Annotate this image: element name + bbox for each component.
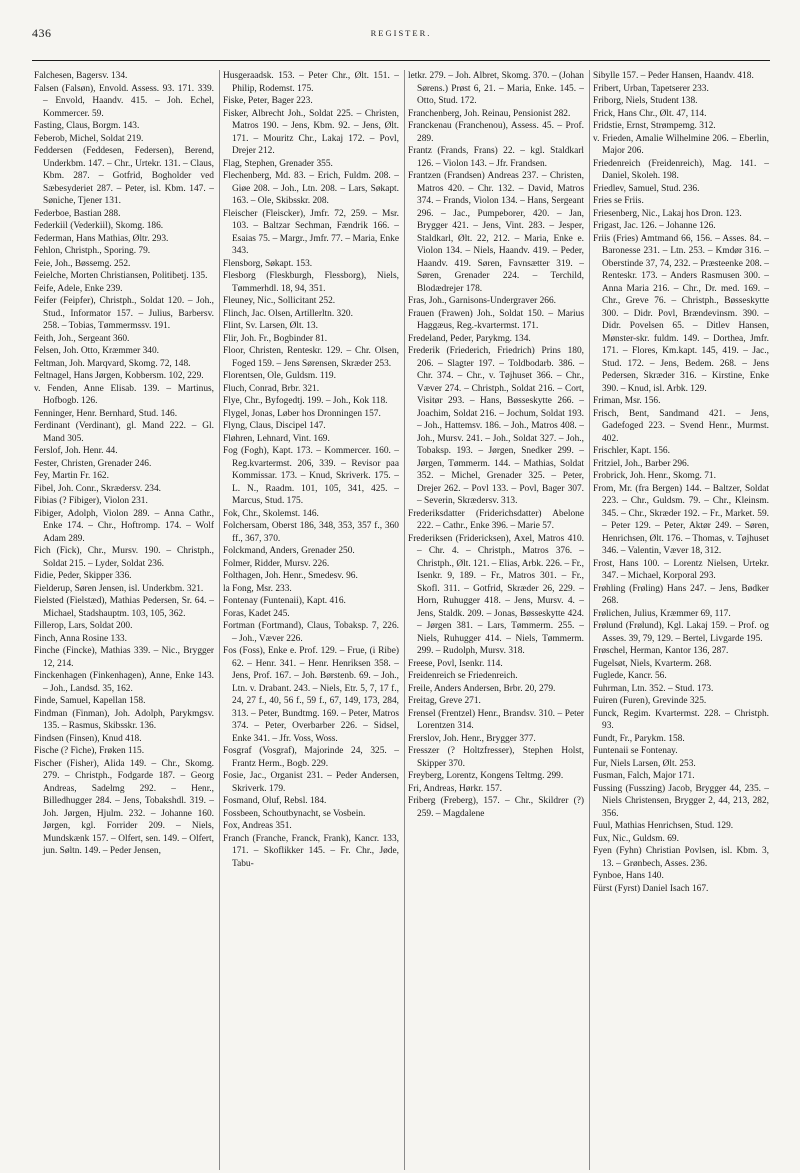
- register-entry: Fosgraf (Vosgraf), Majorinde 24, 325. – Frantz Herm., Bogb. 229.: [223, 746, 399, 769]
- register-entry: Finckenhagen (Finkenhagen), Anne, Enke 143. – Joh., Landsd. 35, 162.: [34, 671, 214, 694]
- register-entry: v. Frieden, Amalie Wilhelmine 206. – Eberlin, Major 206.: [593, 133, 769, 156]
- register-entry: Flye, Chr., Byfogedtj. 199. – Joh., Kok 118.: [223, 396, 388, 406]
- register-entry: Folckmand, Anders, Grenader 250.: [223, 546, 355, 556]
- register-entry: Flyng, Claus, Discipel 147.: [223, 421, 326, 431]
- register-entry: Fux, Nic., Guldsm. 69.: [593, 833, 679, 844]
- register-entry: Fortman (Fortmand), Claus, Tobaksp. 7, 226. – Joh., Væver 226.: [223, 621, 399, 644]
- register-entry: Feifer (Feipfer), Christph., Soldat 120. – Joh., Stud., Informator 157. – Julius, Barbersv. 258. – Tobias, Tømmermssv. 191.: [34, 296, 214, 331]
- register-entry: Frantzen (Frandsen) Andreas 237. – Christen, Matros 420. – Chr. 132. – David, Matros 374. – Frands, Violon 134. – Hans, Sergeant 296. – Jac., Pumpeborer, 420. – Jan, Brygger 421. – Jens, Vint. 283. – Jesper, Staldkarl, Ølt. 22, 212. – Maria, Enke e. Violon 134. – Niels, Haandv. 419. – Peder, Haandv. 419. Søren, Favnsætter 319. – Søren, Grenader 224. – Terchild, Blodædrejer 178.: [408, 171, 584, 294]
- register-entry: Fuhrman, Ltn. 352. – Stud. 173.: [593, 683, 714, 694]
- register-entry: Frølichen, Julius, Kræmmer 69, 117.: [593, 608, 731, 619]
- register-entry: Fussing (Fusszing) Jacob, Brygger 44, 235. – Niels Christensen, Brygger 2, 44, 213, 282, 356.: [593, 783, 769, 819]
- register-entry: Frensel (Frentzel) Henr., Brandsv. 310. – Peter Lorentzen 314.: [408, 708, 584, 731]
- register-entry: Fasting, Claus, Borgm. 143.: [34, 121, 140, 131]
- register-entry: Feie, Joh., Bøssemg. 252.: [34, 258, 131, 269]
- register-entry: Flensborg, Søkapt. 153.: [223, 258, 313, 269]
- register-entry: Fontenay (Funtenaii), Kapt. 416.: [223, 596, 346, 606]
- register-entry: Funtenaii se Fontenay.: [593, 746, 678, 756]
- register-entry: Folmer, Ridder, Mursv. 226.: [223, 558, 330, 569]
- register-entry: Fibias (? Fibiger), Violon 231.: [34, 496, 148, 506]
- header-rule: [32, 60, 770, 61]
- register-entry: Florentsen, Ole, Guldsm. 119.: [223, 371, 336, 381]
- register-entry: Friman, Msr. 156.: [593, 396, 661, 406]
- register-entry: Felsen, Joh. Otto, Kræmmer 340.: [34, 346, 159, 356]
- register-entry: Fox, Andreas 351.: [223, 821, 292, 831]
- register-entry: Frost, Hans 100. – Lorentz Nielsen, Urtekr. 347. – Michael, Korporal 293.: [593, 558, 769, 581]
- register-entry: Fynboe, Hans 140.: [593, 871, 664, 881]
- register-entry: Fenninger, Henr. Bernhard, Stud. 146.: [34, 408, 178, 419]
- register-entry: Franckenau (Franchenou), Assess. 45. – Prof. 289.: [408, 121, 584, 144]
- register-entry: letkr. 279. – Joh. Albret, Skomg. 370. – (Johan Sørens.) Prøst 6, 21. – Maria, Enke. 145. – Otto, Stud. 172.: [408, 71, 584, 106]
- register-column-1: [34, 70, 219, 1170]
- register-entry: Fog (Fogh), Kapt. 173. – Kommercer. 160. – Reg.kvartermst. 206, 339. – Revisor paa Kommissar. 173. – Knud, Skriverk. 175. – L. N., Raadm. 101, 105, 341, 425. – Marcus, Stud. 175.: [223, 446, 399, 506]
- register-entry: Frederiksdatter (Friderichsdatter) Abelone 222. – Cathr., Enke 396. – Marie 57.: [408, 508, 584, 531]
- register-entry: Folthagen, Joh. Henr., Smedesv. 96.: [223, 571, 358, 581]
- register-entry: Frølund (Frølund), Kgl. Lakaj 159. – Prof. og Asses. 39, 79, 129. – Bertel, Livgarde 195.: [593, 621, 769, 644]
- register-entry: Finch, Anna Rosine 133.: [34, 633, 127, 644]
- register-entry: Fredeland, Peder, Parykmg. 134.: [408, 333, 531, 344]
- register-entry: Frischler, Kapt. 156.: [593, 446, 670, 456]
- register-entry: Findsen (Finsen), Knud 418.: [34, 733, 142, 744]
- register-entry: Fielsted (Fielstæd), Mathias Pedersen, Sr. 64. – Michael, Stadshauptm. 103, 105, 362.: [34, 596, 214, 619]
- register-entry: Flesborg (Fleskburgh, Flessborg), Niels, Tømmerhdl. 18, 94, 351.: [223, 271, 399, 294]
- register-entry: Fibiger, Adolph, Violon 289. – Anna Cathr., Enke 174. – Chr., Hoftromp. 174. – Wolf Adam 289.: [34, 508, 214, 544]
- register-entry: Freese, Povl, Isenkr. 114.: [408, 658, 503, 669]
- register-entry: Frauen (Frawen) Joh., Soldat 150. – Marius Haggæus, Reg.-kvartermst. 171.: [408, 308, 584, 331]
- register-entry: Feielche, Morten Christiansen, Politibetj. 135.: [34, 271, 208, 281]
- register-entry: Fok, Chr., Skolemst. 146.: [223, 508, 319, 519]
- register-entry: Fleuney, Nic., Sollicitant 252.: [223, 296, 336, 306]
- register-entry: Freitag, Greve 271.: [408, 696, 481, 706]
- register-entry: Fløhren, Lehnard, Vint. 169.: [223, 433, 330, 444]
- register-entry: Flag, Stephen, Grenader 355.: [223, 158, 333, 169]
- register-entry: Fillerop, Lars, Soldat 200.: [34, 621, 133, 631]
- register-entry: Fridstie, Ernst, Strømpemg. 312.: [593, 121, 716, 131]
- register-entry: Fugelsøt, Niels, Kvarterm. 268.: [593, 658, 712, 669]
- register-entry: Frigast, Jac. 126. – Johanne 126.: [593, 221, 716, 231]
- register-entry: Ferslof, Joh. Henr. 44.: [34, 446, 118, 456]
- register-entry: Friborg, Niels, Student 138.: [593, 96, 698, 106]
- register-entry: Fleischer (Fleiscker), Jmfr. 72, 259. – Msr. 103. – Baltzar Sechman, Fændrik 166. – Esaias 75. – Margr., Jmfr. 77. – Maria, Enke 343.: [223, 208, 399, 256]
- register-entry: Frederiksen (Fridericksen), Axel, Matros 410. – Chr. 4. – Christph., Matros 376. – Christph., Ølt. 121. – Elias, Arbk. 226. – Fr., Isenkr. 9, 189. – Fr., Matros 301. – Fr., Skofl. 311. – Gotfrid, Skræder 26, 229. – Horn, Ruhugger 418. – Jens, Mursv. 4. – Jens, Staldk. 209. – Jonas, Bøsseskytte 424. – Jørgen 381. – Lars, Tømmerm. 255. – Niels, Ruhugger 414. – Niels, Tømmerm. 299. – Rudolph, Mursv. 318.: [408, 533, 584, 656]
- register-entry: Frobrick, Joh. Henr., Skomg. 71.: [593, 471, 716, 481]
- register-entry: Ferdinant (Verdinant), gl. Mand 222. – Gl. Mand 305.: [34, 421, 214, 444]
- register-entry: Husgeraadsk. 153. – Peter Chr., Ølt. 151. – Philip, Rodemst. 175.: [223, 71, 399, 94]
- register-entry: Frisch, Bent, Sandmand 421. – Jens, Gadefoged 223. – Svend Henr., Murmst. 402.: [593, 408, 769, 444]
- register-column-3: [404, 70, 589, 1170]
- register-entry: Flint, Sv. Larsen, Ølt. 13.: [223, 321, 318, 331]
- register-entry: Flygel, Jonas, Løber hos Dronningen 157.: [223, 408, 381, 419]
- register-entry: Feddersen (Feddesen, Federsen), Berend, Underkbm. 147. – Chr., Urtekr. 131. – Claus, Kbm. 287. – Gotfrid, Bogholder ved Sæbesyderiet 287. – Peter, isl. Kbm. 147. – Søniche, Tjener 131.: [34, 146, 214, 206]
- register-entry: Feith, Joh., Sergeant 360.: [34, 333, 130, 344]
- register-entry: v. Fenden, Anne Elisab. 139. – Martinus, Hofbogb. 126.: [34, 383, 214, 406]
- register-entry: Fester, Christen, Grenader 246.: [34, 458, 152, 469]
- register-column-4: [589, 70, 774, 1170]
- register-entry: Friedenreich (Freidenreich), Mag. 141. – Daniel, Skoleh. 198.: [593, 158, 769, 181]
- register-entry: Fisker, Albrecht Joh., Soldat 225. – Christen, Matros 190. – Jens, Kbm. 92. – Jens, Ølt. 171. – Mouritz Chr., Lakaj 172. – Povl, Drejer 212.: [223, 108, 399, 156]
- register-entry: Freyberg, Lorentz, Kongens Teltmg. 299.: [408, 771, 564, 781]
- register-entry: Frick, Hans Chr., Ølt. 47, 114.: [593, 108, 707, 119]
- register-entry: Fras, Joh., Garnisons-Undergraver 266.: [408, 296, 556, 306]
- register-entry: Fische (? Fiche), Frøken 115.: [34, 746, 145, 756]
- register-entry: Fries se Friis.: [593, 196, 644, 206]
- register-entry: Freile, Anders Andersen, Brbr. 20, 279.: [408, 683, 556, 694]
- register-entry: Foras, Kadet 245.: [223, 608, 290, 619]
- register-entry: Falsen (Falsøn), Envold. Assess. 93. 171. 339. – Envold, Haandv. 415. – Joh. Echel, Kommercer. 59.: [34, 83, 214, 119]
- register-entry: Folchersam, Oberst 186, 348, 353, 357 f., 360 ff., 367, 370.: [223, 521, 399, 544]
- register-entry: Flir, Joh. Fr., Bogbinder 81.: [223, 333, 328, 344]
- register-entry: Funck, Regim. Kvartermst. 228. – Christph. 93.: [593, 708, 769, 731]
- register-entry: Friberg (Freberg), 157. – Chr., Skildrer (?) 259. – Magdalene: [408, 796, 584, 819]
- register-entry: Fidie, Peder, Skipper 336.: [34, 571, 132, 581]
- register-entry: Fossbeen, Schoutbynacht, se Vosbein.: [223, 808, 366, 819]
- register-entry: Frøschel, Herman, Kantor 136, 287.: [593, 646, 729, 656]
- register-entry: Finde, Samuel, Kapellan 158.: [34, 696, 146, 706]
- register-entry: Freidenreich se Friedenreich.: [408, 671, 518, 681]
- register-entry: Frerslov, Joh. Henr., Brygger 377.: [408, 733, 536, 744]
- register-entry: Federboe, Bastian 288.: [34, 208, 121, 219]
- register-entry: Fritziel, Joh., Barber 296.: [593, 458, 690, 469]
- register-entry: Franchenberg, Joh. Reinau, Pensionist 282.: [408, 108, 571, 119]
- register-entry: Fri, Andreas, Hørkr. 157.: [408, 783, 503, 794]
- register-entry: Fielderup, Søren Jensen, isl. Underkbm. 321.: [34, 583, 204, 594]
- register-entry: Feltman, Joh. Marqvard, Skomg. 72, 148.: [34, 358, 191, 369]
- register-entry: Finche (Fincke), Mathias 339. – Nic., Brygger 12, 214.: [34, 646, 214, 669]
- register-entry: Fibel, Joh. Conr., Skrædersv. 234.: [34, 483, 162, 494]
- register-entry: Fich (Fick), Chr., Mursv. 190. – Christph., Soldat 215. – Lyder, Soldat 236.: [34, 546, 214, 569]
- register-entry: Fosmand, Oluf, Rebsl. 184.: [223, 796, 327, 806]
- register-entry: Frøhling (Frøling) Hans 247. – Jens, Bødker 268.: [593, 583, 769, 606]
- register-entry: Fundt, Fr., Parykm. 158.: [593, 733, 685, 744]
- running-title: REGISTER.: [370, 28, 432, 38]
- register-entry: Franch (Franche, Franck, Frank), Kancr. 133, 171. – Skoflikker 145. – Fr. Chr., Jøde, Tabu-: [223, 833, 399, 869]
- register-entry: Fusman, Falch, Major 171.: [593, 771, 695, 781]
- register-entry: Flinch, Jac. Olsen, Artillerltn. 320.: [223, 308, 353, 319]
- register-entry: Fyen (Fyhn) Christian Povlsen, isl. Kbm. 3, 13. – Grønbech, Asses. 236.: [593, 846, 769, 869]
- register-entry: Falchesen, Bagersv. 134.: [34, 71, 128, 81]
- register-entry: Fosie, Jac., Organist 231. – Peder Andersen, Skriverk. 179.: [223, 771, 399, 794]
- register-entry: Fehlon, Christph., Sporing. 79.: [34, 246, 151, 256]
- register-entry: Fur, Niels Larsen, Ølt. 253.: [593, 758, 696, 769]
- register-entry: Fluch, Conrad, Brbr. 321.: [223, 383, 320, 394]
- register-entry: Fey, Martin Fr. 162.: [34, 471, 109, 481]
- register-entry: Friedlev, Samuel, Stud. 236.: [593, 183, 700, 194]
- register-entry: la Fong, Msr. 233.: [223, 583, 292, 594]
- register-entry: Feberob, Michel, Soldat 219.: [34, 133, 144, 144]
- register-entry: Fresszer (? Holtzfresser), Stephen Holst, Skipper 370.: [408, 746, 584, 769]
- register-entry: Sibylle 157. – Peder Hansen, Haandv. 418.: [593, 71, 754, 81]
- register-entry: From, Mr. (fra Bergen) 144. – Baltzer, Soldat 223. – Chr., Guldsm. 79. – Chr., Kleinsm. 345. – Chr., Skræder 192. – Fr., Market. 59. – Peter 129. – Peter, Aktør 249. – Søren, Henrichsen, Ølt. 176. – Thomas, v. Tøjhuset 346. – Valentin, Væver 18, 312.: [593, 483, 769, 556]
- register-entry: Flechenberg, Md. 83. – Erich, Fuldm. 208. – Giøe 208. – Joh., Ltn. 208. – Lars, Søkapt. 163. – Ole, Skibsskr. 208.: [223, 171, 399, 206]
- register-column-2: [219, 70, 404, 1170]
- register-entry: Feife, Adele, Enke 239.: [34, 283, 123, 294]
- register-entry: Fribert, Urban, Tapetserer 233.: [593, 83, 709, 94]
- register-entry: Fuiren (Furen), Grevinde 325.: [593, 696, 707, 706]
- register-entry: Federkiil (Vederkiil), Skomg. 186.: [34, 221, 164, 231]
- register-columns: [34, 70, 774, 1170]
- page-header: [32, 26, 770, 44]
- register-entry: Federman, Hans Mathias, Øltr. 293.: [34, 233, 169, 244]
- register-entry: Friesenberg, Nic., Lakaj hos Dron. 123.: [593, 208, 742, 219]
- register-entry: Frederik (Friederich, Friedrich) Prins 180, 206. – Slagter 197. – Toldbodarb. 386. – Chr. 374. – Chr., v. Tøjhuset 366. – Chr., Væver 274. – Christph., Soldat 216. – Cort, Visitør 293. – Hans, Bøsseskytte 266. – Joachim, Soldat 216. – Jochum, Soldat 193. – Joh., Hattemsv. 186. – Joh., Matros 408. – Joh., Mursv. 241. – Joh., Soldat 327. – Joh., Tobaksp. 193. – Jørgen, Snedker 299. – Jørgen, Tømmerm. 144. – Mathias, Soldat 352. – Michel, Grenader 325. – Peter, Drejer 262. – Povl 133. – Povl, Bager 307. – Severin, Skrædersv. 313.: [408, 346, 584, 506]
- register-entry: Frantz (Frands, Frans) 22. – kgl. Staldkarl 126. – Violon 143. – Jfr. Frandsen.: [408, 146, 584, 169]
- register-entry: Fos (Foss), Enke e. Prof. 129. – Frue, (i Ribe) 62. – Henr. 341. – Henr. Henriksen 358. – Jens, Prof. 167. – Joh. Børstenb. 69. – Joh., Ltn. v. Drabant. 243. – Niels, Etr. 5, 7, 17 f., 24, 27 f., 40, 56 f., 59 f., 67, 149, 173, 284, 313. – Peter, Bundtmg. 169. – Peter, Matros 374. – Peter, Overbarber 226. – Sidsel, Enke 341. – Jfr. Voss, Woss.: [223, 646, 399, 744]
- register-entry: Fuul, Mathias Henrichsen, Stud. 129.: [593, 821, 734, 831]
- register-entry: Fiske, Peter, Bager 223.: [223, 96, 313, 106]
- register-entry: Findman (Finman), Joh. Adolph, Parykmgsv. 135. – Rasmus, Skibsskr. 136.: [34, 708, 214, 731]
- register-entry: Feltnagel, Hans Jørgen, Kobbersm. 102, 229.: [34, 371, 204, 381]
- register-entry: Fürst (Fyrst) Daniel Isach 167.: [593, 883, 709, 894]
- register-entry: Friis (Fries) Amtmand 66, 156. – Asses. 84. – Baronesse 231. – Ltn. 253. – Kmdør 316. – Oberstinde 37, 74, 232. – Præsteenke 208. – Renteskr. 173. – Anders Rasmusen 300. – Anna Maria 216. – Chr., Dr. med. 169. – Chr., Greve 76. – Christph., Bøsseskytte 300. – Didr. Povl, Brændevinsm. 390. – Didr. Povelsen 65. – Ditlev Hansen, Mønster-skr. fuldm. 149. – Dorthea, Jmfr. 171. – Flores, Km.kapt. 145, 419. – Jac., Stud. 172. – Jens, Bedem. 268. – Jens Pedersen, Skræder 316. – Kirstine, Enke 390. – Knud, isl. Arbk. 129.: [593, 233, 769, 394]
- page-number: 436: [32, 26, 52, 40]
- register-entry: Fuglede, Kancr. 56.: [593, 671, 667, 681]
- register-entry: Floor, Christen, Renteskr. 129. – Chr. Olsen, Foged 159. – Jens Sørensen, Skræder 253.: [223, 346, 399, 369]
- register-entry: Fischer (Fisher), Alida 149. – Chr., Skomg. 279. – Christph., Fodgarde 187. – Georg Andreas, Sadelmg 292. – Henr., Billedhugger 284. – Jens, Tobakshdl. 319. – Joh. Jørgen, Hjulm. 232. – Johanne 160. Jørgen, kgl. Forrider 209. – Niels, Mundskænk 157. – Olfert, sen. 149. – Olfert, jun. Søltn. 149. – Peder Jensen,: [34, 758, 214, 856]
